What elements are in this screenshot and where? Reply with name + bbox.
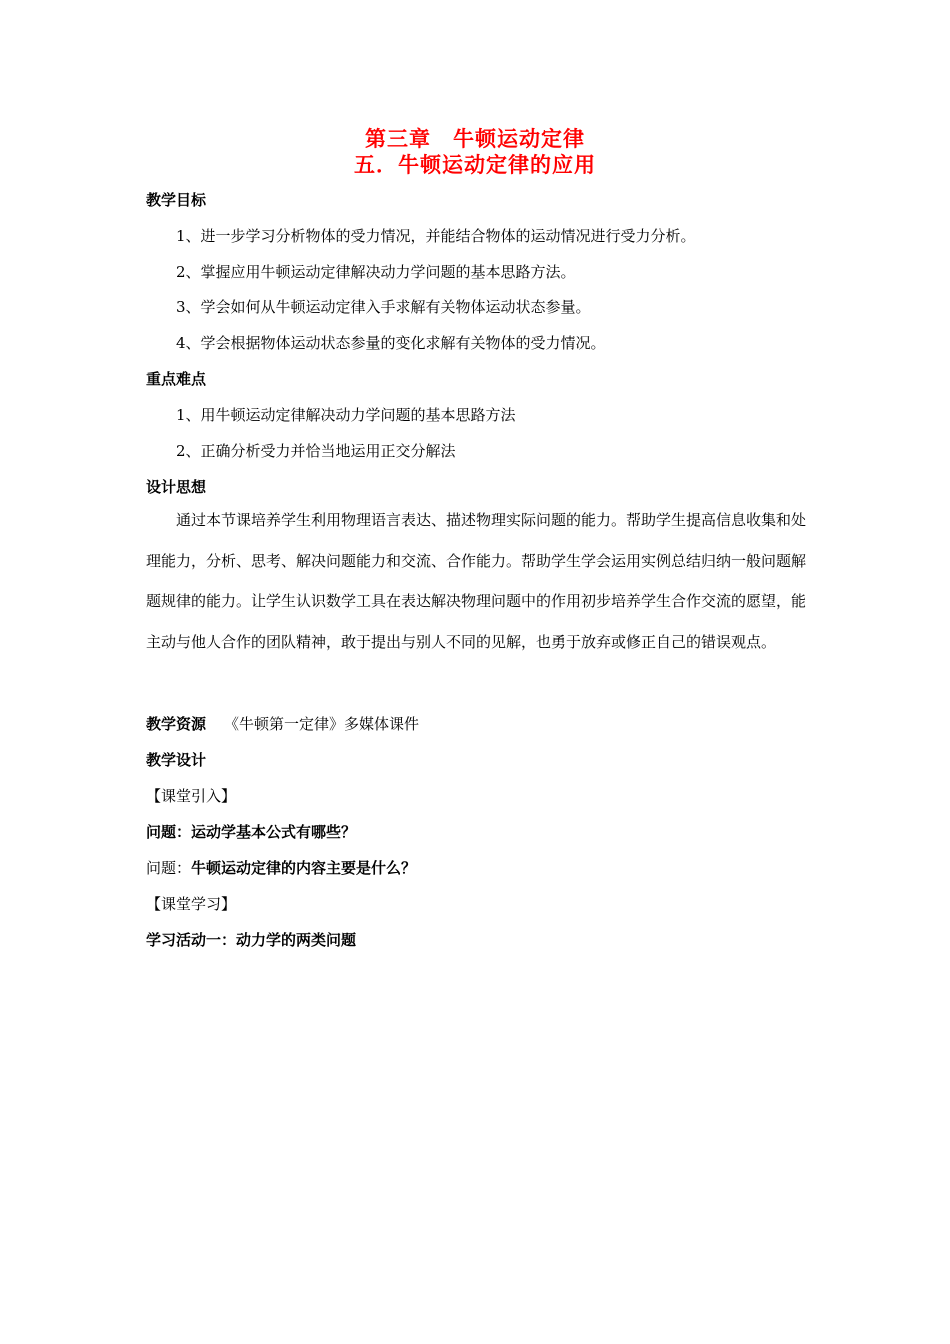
question-2-text: 牛顿运动定律的内容主要是什么？ — [191, 859, 417, 877]
objective-item: 3、学会如何从牛顿运动定律入手求解有关物体运动状态参量。 — [176, 298, 591, 316]
design-heading: 设计思想 — [146, 478, 207, 496]
resources-line — [146, 713, 419, 734]
question-2 — [146, 857, 416, 878]
objective-item: 2、掌握应用牛顿运动定律解决动力学问题的基本思路方法。 — [176, 263, 576, 281]
section-title: 五．牛顿运动定律的应用 — [354, 153, 596, 177]
activity-1-heading: 学习活动一：动力学的两类问题 — [146, 931, 357, 949]
key-point-item: 1、用牛顿运动定律解决动力学问题的基本思路方法 — [176, 406, 516, 424]
resources-heading: 教学资源 — [146, 715, 207, 733]
class-study-label: 【课堂学习】 — [146, 895, 237, 913]
chapter-title: 第三章 牛顿运动定律 — [365, 127, 585, 151]
objective-item: 4、学会根据物体运动状态参量的变化求解有关物体的受力情况。 — [176, 334, 606, 352]
question-1: 问题：运动学基本公式有哪些？ — [146, 823, 357, 841]
class-intro-label: 【课堂引入】 — [146, 787, 237, 805]
key-point-item: 2、正确分析受力并恰当地运用正交分解法 — [176, 442, 456, 460]
teaching-design-heading: 教学设计 — [146, 751, 207, 769]
resources-text: 《牛顿第一定律》多媒体课件 — [224, 715, 420, 733]
question-2-prefix: 问题： — [146, 859, 192, 877]
design-paragraph: 通过本节课培养学生利用物理语言表达、描述物理实际问题的能力。帮助学生提高信息收集和处理能力，分析、思考、解决问题能力和交流、合作能力。帮助学生学会运用实例总结归纳一般问题解题规律的能力。让学生认识数学工具在表达解决物理问题中的作用初步培养学生合作交流的愿望，能主动与他人合作的团队精神，敢于提出与别人不同的见解，也勇于放弃或修正自己的错误观点。 — [146, 511, 807, 651]
key-points-heading: 重点难点 — [146, 370, 207, 388]
objective-item: 1、进一步学习分析物体的受力情况，并能结合物体的运动情况进行受力分析。 — [176, 227, 696, 245]
objectives-heading: 教学目标 — [146, 191, 207, 209]
